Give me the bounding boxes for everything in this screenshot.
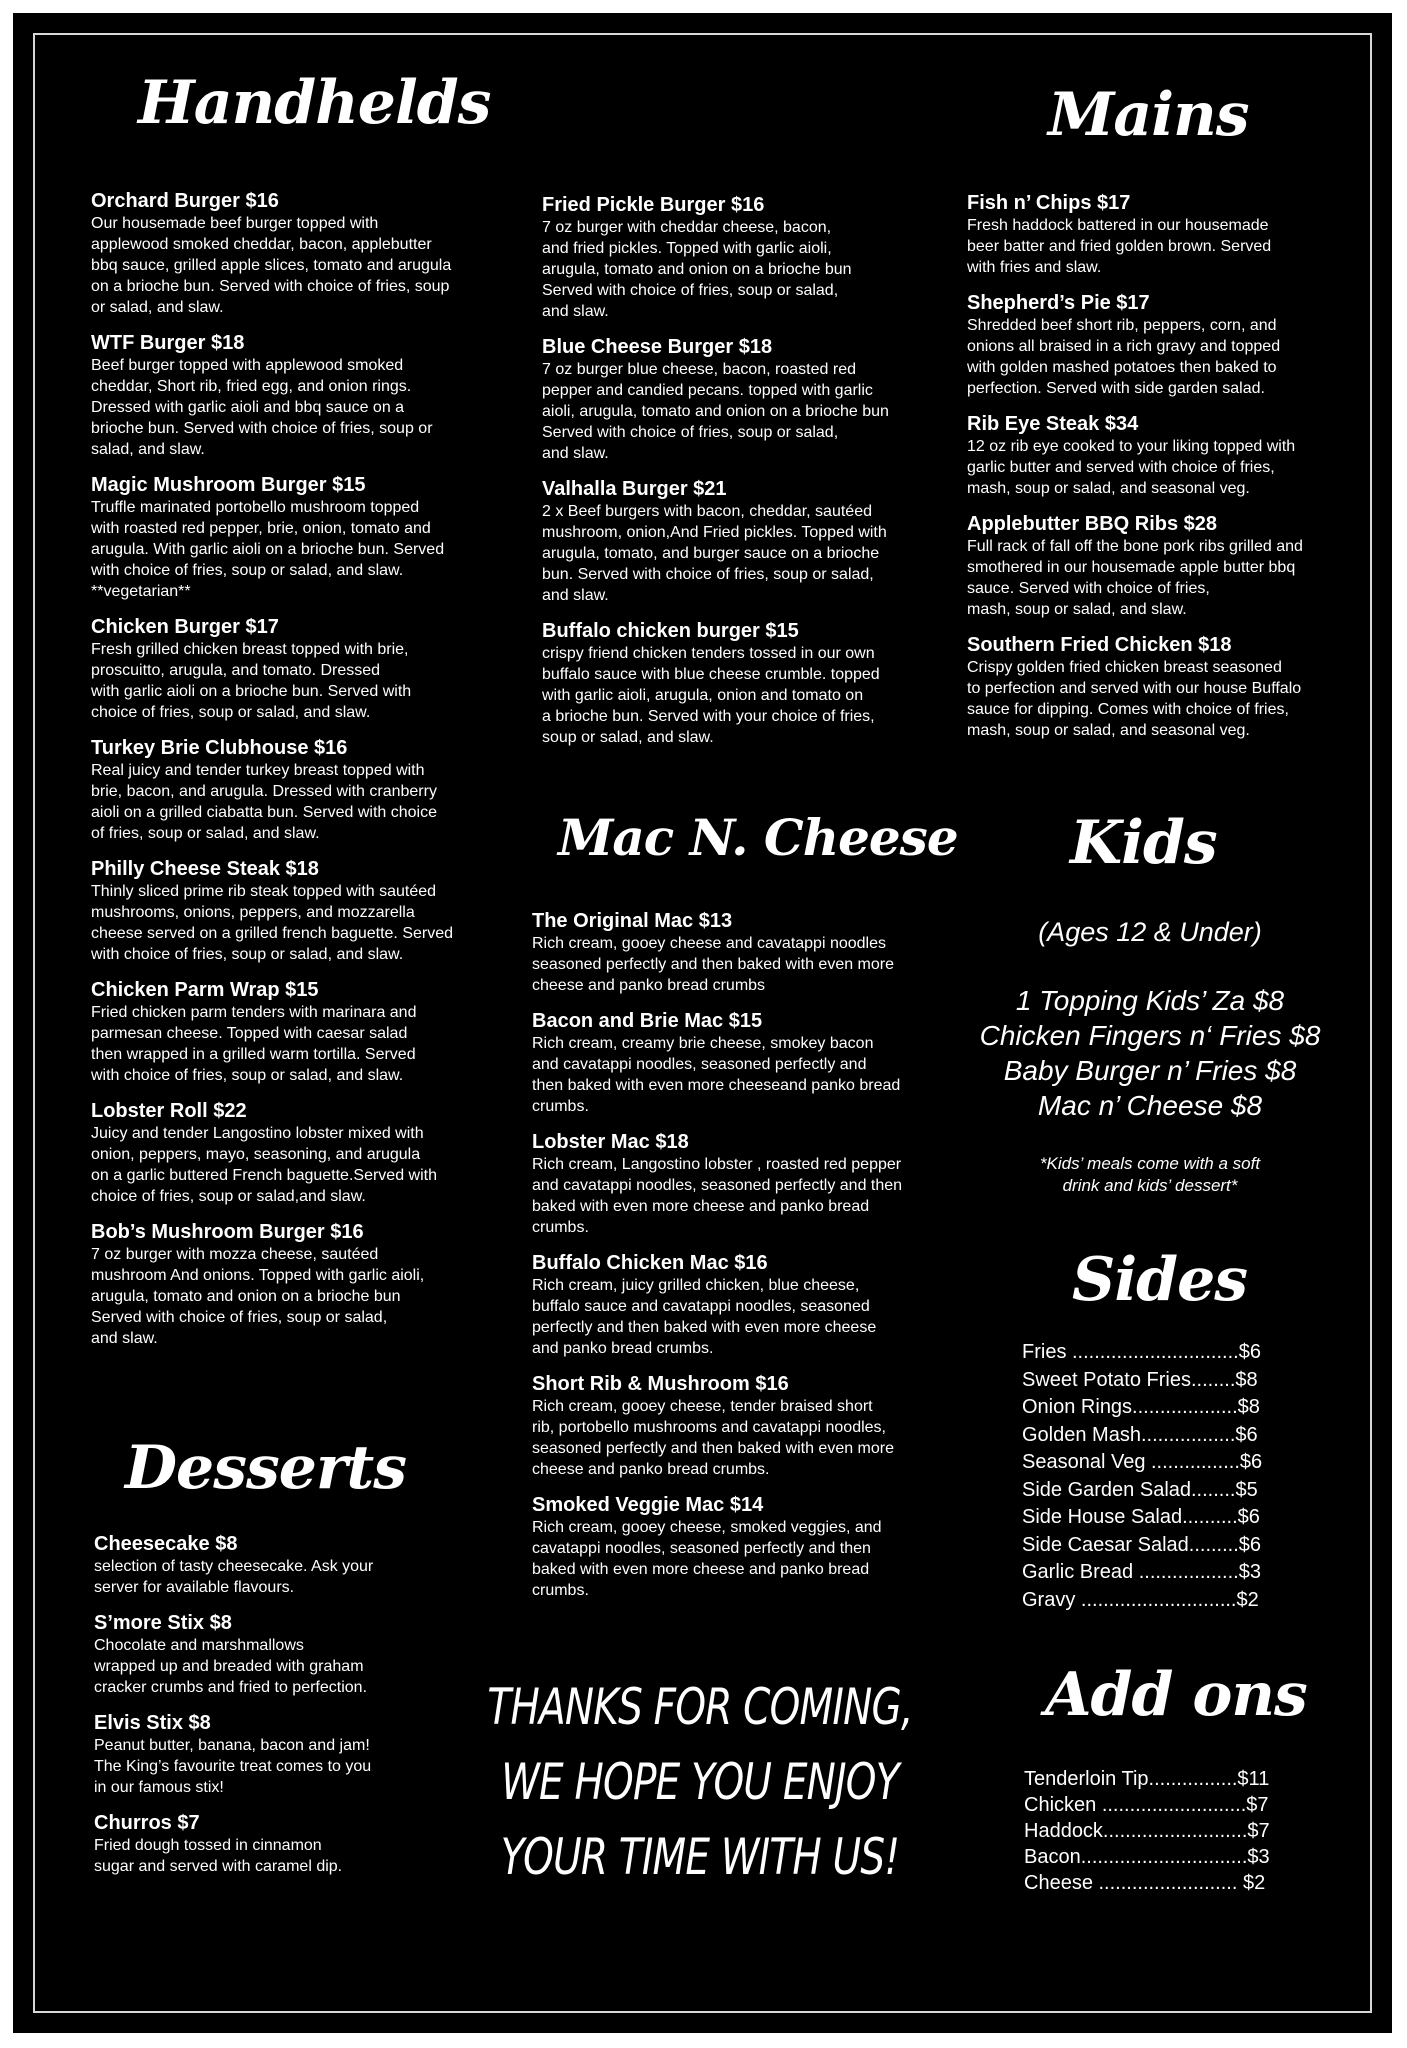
handhelds-item	[91, 737, 521, 844]
mains-item	[967, 513, 1377, 620]
kids-section	[960, 915, 1340, 1197]
handhelds-list	[91, 190, 521, 1363]
kids-note: drink and kids’ dessert*	[1062, 1176, 1238, 1195]
sides-line: Sweet Potato Fries........$8	[1022, 1368, 1258, 1391]
handhelds-item	[91, 474, 521, 602]
handhelds-item	[91, 858, 521, 965]
sides-line: Seasonal Veg ................$6	[1022, 1451, 1263, 1473]
addons-line: Bacon..............................$3	[1024, 1846, 1270, 1868]
item-name: Chicken Burger $17	[91, 616, 279, 638]
item-name: Shepherd’s Pie $17	[967, 292, 1150, 314]
thanks-message	[482, 1670, 919, 1895]
item-description: 2 x Beef burgers with bacon, cheddar, sautéed mushroom, onion,And Fried pickles. Topped with arugula, tomato, and burger sauce on a brioche bun. Served with choice of fries, soup or salad, and slaw.	[542, 503, 887, 604]
sides-line: Onion Rings...................$8	[1022, 1396, 1260, 1418]
burgers2-item	[542, 194, 962, 322]
item-description: Real juicy and tender turkey breast topped with brie, bacon, and arugula. Dressed with cranberry aioli on a grilled ciabatta bun. Served with choice of fries, soup or salad, and slaw.	[91, 762, 437, 842]
mains-item	[967, 192, 1377, 278]
item-description: Truffle marinated portobello mushroom topped with roasted red pepper, brie, onion, tomato and arugula. With garlic aioli on a brioche bun. Served with choice of fries, soup or salad, and slaw. **vegetarian**	[91, 499, 445, 600]
item-name: The Original Mac $13	[532, 910, 733, 932]
item-description: Rich cream, Langostino lobster , roasted red pepper and cavatappi noodles, seasoned perfectly and then baked with even more cheese and panko bread crumbs.	[532, 1156, 903, 1236]
item-name: S’more Stix $8	[94, 1612, 232, 1634]
desserts-item	[94, 1712, 494, 1798]
item-description: Juicy and tender Langostino lobster mixed with onion, peppers, mayo, seasoning, and arugula on a garlic buttered French baguette.Served with choice of fries, soup or salad,and slaw.	[91, 1125, 437, 1205]
desserts-item	[94, 1612, 494, 1698]
item-name: Buffalo chicken burger $15	[542, 620, 799, 642]
mac-item	[532, 1373, 962, 1480]
item-description: 7 oz burger blue cheese, bacon, roasted red pepper and candied pecans. topped with garlic aioli, arugula, tomato and onion on a brioche bun Served with choice of fries, soup or salad, and slaw.	[542, 361, 889, 462]
item-name: Southern Fried Chicken $18	[967, 634, 1232, 656]
burgers-continued-list	[542, 194, 962, 762]
item-name: Chicken Parm Wrap $15	[91, 979, 319, 1001]
item-name: Orchard Burger $16	[91, 190, 279, 212]
addons-list	[1024, 1766, 1354, 1896]
sides-line: Garlic Bread ..................$3	[1022, 1561, 1261, 1583]
sides-line: Side House Salad..........$6	[1022, 1506, 1260, 1528]
mac-item	[532, 1131, 962, 1238]
item-description: Crispy golden fried chicken breast seasoned to perfection and served with our house Buffalo sauce for dipping. Comes with choice of fries, mash, soup or salad, and seasonal veg.	[967, 659, 1302, 739]
desserts-item	[94, 1812, 494, 1877]
kids-item: Baby Burger n’ Fries $8	[1003, 1055, 1297, 1086]
handhelds-item	[91, 1100, 521, 1207]
desserts-item	[94, 1533, 494, 1598]
item-name: Churros $7	[94, 1812, 200, 1834]
item-name: Cheesecake $8	[94, 1533, 238, 1555]
mains-item	[967, 413, 1377, 499]
mac-list	[532, 910, 962, 1615]
mac-heading: Mac N. Cheese	[558, 808, 958, 867]
handhelds-item	[91, 1221, 521, 1349]
mac-item	[532, 1010, 962, 1117]
handhelds-item	[91, 190, 521, 318]
mains-heading: Mains	[1048, 80, 1249, 150]
sides-line: Side Caesar Salad.........$6	[1022, 1533, 1262, 1556]
kids-item: 1 Topping Kids’ Za $8	[1015, 985, 1285, 1016]
thanks-line: THANKS FOR COMING,	[487, 1678, 913, 1736]
item-name: Valhalla Burger $21	[542, 478, 727, 500]
item-name: Applebutter BBQ Ribs $28	[967, 513, 1218, 535]
sides-line: Golden Mash.................$6	[1022, 1423, 1258, 1446]
item-name: Lobster Mac $18	[532, 1131, 689, 1153]
sides-line: Side Garden Salad........$5	[1022, 1478, 1258, 1501]
addons-line: Tenderloin Tip................$11	[1024, 1768, 1270, 1790]
item-description: crispy friend chicken tenders tossed in our own buffalo sauce with blue cheese crumble. topped with garlic aioli, arugula, onion and tomato on a brioche bun. Served with your choice of fries, soup or salad, and slaw.	[542, 645, 880, 746]
item-name: Elvis Stix $8	[94, 1712, 211, 1734]
sides-line: Fries ..............................$6	[1022, 1341, 1261, 1363]
desserts-heading: Desserts	[125, 1433, 407, 1503]
thanks-line: YOUR TIME WITH US!	[500, 1828, 900, 1886]
item-name: Turkey Brie Clubhouse $16	[91, 737, 348, 759]
item-name: Philly Cheese Steak $18	[91, 858, 319, 880]
item-name: Fish n’ Chips $17	[967, 192, 1131, 214]
thanks-line: WE HOPE YOU ENJOY	[501, 1753, 899, 1811]
item-description: Fried dough tossed in cinnamon sugar and served with caramel dip.	[94, 1837, 343, 1875]
burgers2-item	[542, 478, 962, 606]
desserts-list	[94, 1533, 494, 1891]
kids-item: Mac n’ Cheese $8	[1037, 1090, 1263, 1121]
item-name: Magic Mushroom Burger $15	[91, 474, 366, 496]
handhelds-item	[91, 616, 521, 723]
mac-item	[532, 910, 962, 996]
handhelds-item	[91, 979, 521, 1086]
item-description: Rich cream, gooey cheese, smoked veggies, and cavatappi noodles, seasoned perfectly and then baked with even more cheese and panko bread crumbs.	[532, 1519, 882, 1599]
item-description: Peanut butter, banana, bacon and jam! The King’s favourite treat comes to you in our famous stix!	[94, 1737, 372, 1796]
burgers2-item	[542, 620, 962, 748]
item-description: Chocolate and marshmallows wrapped up and breaded with graham cracker crumbs and fried to perfection.	[94, 1637, 368, 1696]
item-description: Fresh grilled chicken breast topped with brie, proscuitto, arugula, and tomato. Dressed with garlic aioli on a brioche bun. Served with choice of fries, soup or salad, and slaw.	[91, 641, 412, 721]
addons-line: Chicken ..........................$7	[1024, 1794, 1269, 1816]
item-description: Rich cream, juicy grilled chicken, blue cheese, buffalo sauce and cavatappi noodles, seasoned perfectly and then baked with even more cheese and panko bread crumbs.	[532, 1277, 877, 1357]
kids-note: *Kids’ meals come with a soft	[1039, 1154, 1261, 1173]
item-name: Rib Eye Steak $34	[967, 413, 1139, 435]
kids-ages: (Ages 12 & Under)	[1038, 917, 1262, 947]
addons-line: Haddock..........................$7	[1024, 1820, 1270, 1842]
item-description: Fresh haddock battered in our housemade beer batter and fried golden brown. Served with fries and slaw.	[967, 217, 1272, 276]
item-description: Shredded beef short rib, peppers, corn, and onions all braised in a rich gravy and topped with golden mashed potatoes then baked to perfection. Served with side garden salad.	[967, 317, 1281, 397]
handhelds-item	[91, 332, 521, 460]
item-name: Blue Cheese Burger $18	[542, 336, 773, 358]
sides-line: Gravy ............................$2	[1022, 1588, 1259, 1611]
mains-list	[967, 192, 1377, 755]
sides-list	[1022, 1339, 1352, 1614]
mains-item	[967, 634, 1377, 741]
mac-item	[532, 1494, 962, 1601]
item-description: 7 oz burger with mozza cheese, sautéed mushroom And onions. Topped with garlic aioli, arugula, tomato and onion on a brioche bun Served with choice of fries, soup or salad, and slaw.	[91, 1246, 425, 1347]
item-description: Fried chicken parm tenders with marinara and parmesan cheese. Topped with caesar salad then wrapped in a grilled warm tortilla. Served with choice of fries, soup or salad, and slaw.	[91, 1004, 417, 1084]
item-name: Smoked Veggie Mac $14	[532, 1494, 764, 1516]
item-name: Lobster Roll $22	[91, 1100, 247, 1122]
kids-item: Chicken Fingers n‘ Fries $8	[979, 1020, 1321, 1051]
mains-item	[967, 292, 1377, 399]
item-name: Bacon and Brie Mac $15	[532, 1010, 763, 1032]
kids-heading: Kids	[1070, 808, 1217, 878]
burgers2-item	[542, 336, 962, 464]
item-description: selection of tasty cheesecake. Ask your server for available flavours.	[94, 1558, 374, 1596]
item-description: Beef burger topped with applewood smoked cheddar, Short rib, fried egg, and onion rings. Dressed with garlic aioli and bbq sauce on a brioche bun. Served with choice of fries, soup or salad, and slaw.	[91, 357, 433, 458]
item-name: Bob’s Mushroom Burger $16	[91, 1221, 364, 1243]
item-description: 12 oz rib eye cooked to your liking topped with garlic butter and served with choice of fries, mash, soup or salad, and seasonal veg.	[967, 438, 1296, 497]
item-description: Full rack of fall off the bone pork ribs grilled and smothered in our housemade apple butter bbq sauce. Served with choice of fries, mash, soup or salad, and slaw.	[967, 538, 1303, 618]
item-name: Short Rib & Mushroom $16	[532, 1373, 789, 1395]
item-description: Rich cream, creamy brie cheese, smokey bacon and cavatappi noodles, seasoned perfectly and then baked with even more cheeseand panko bread crumbs.	[532, 1035, 901, 1115]
handhelds-heading: Handhelds	[138, 68, 491, 138]
item-name: Fried Pickle Burger $16	[542, 194, 765, 216]
item-description: Rich cream, gooey cheese, tender braised short rib, portobello mushrooms and cavatappi noodles, seasoned perfectly and then baked with even more cheese and panko bread crumbs.	[532, 1398, 895, 1478]
addons-heading: Add ons	[1045, 1660, 1307, 1730]
sides-heading: Sides	[1072, 1245, 1248, 1315]
addons-line: Cheese ......................... $2	[1024, 1872, 1266, 1894]
item-name: Buffalo Chicken Mac $16	[532, 1252, 768, 1274]
item-description: 7 oz burger with cheddar cheese, bacon, and fried pickles. Topped with garlic aioli, arugula, tomato and onion on a brioche bun Served with choice of fries, soup or salad, and slaw.	[542, 219, 852, 320]
item-description: Our housemade beef burger topped with applewood smoked cheddar, bacon, applebutter bbq sauce, grilled apple slices, tomato and arugula on a brioche bun. Served with choice of fries, soup or salad, and slaw.	[91, 215, 452, 316]
item-description: Thinly sliced prime rib steak topped with sautéed mushrooms, onions, peppers, and mozzarella cheese served on a grilled french baguette. Served with choice of fries, soup or salad, and slaw.	[91, 883, 454, 963]
item-name: WTF Burger $18	[91, 332, 245, 354]
mac-item	[532, 1252, 962, 1359]
item-description: Rich cream, gooey cheese and cavatappi noodles seasoned perfectly and then baked with even more cheese and panko bread crumbs	[532, 935, 895, 994]
